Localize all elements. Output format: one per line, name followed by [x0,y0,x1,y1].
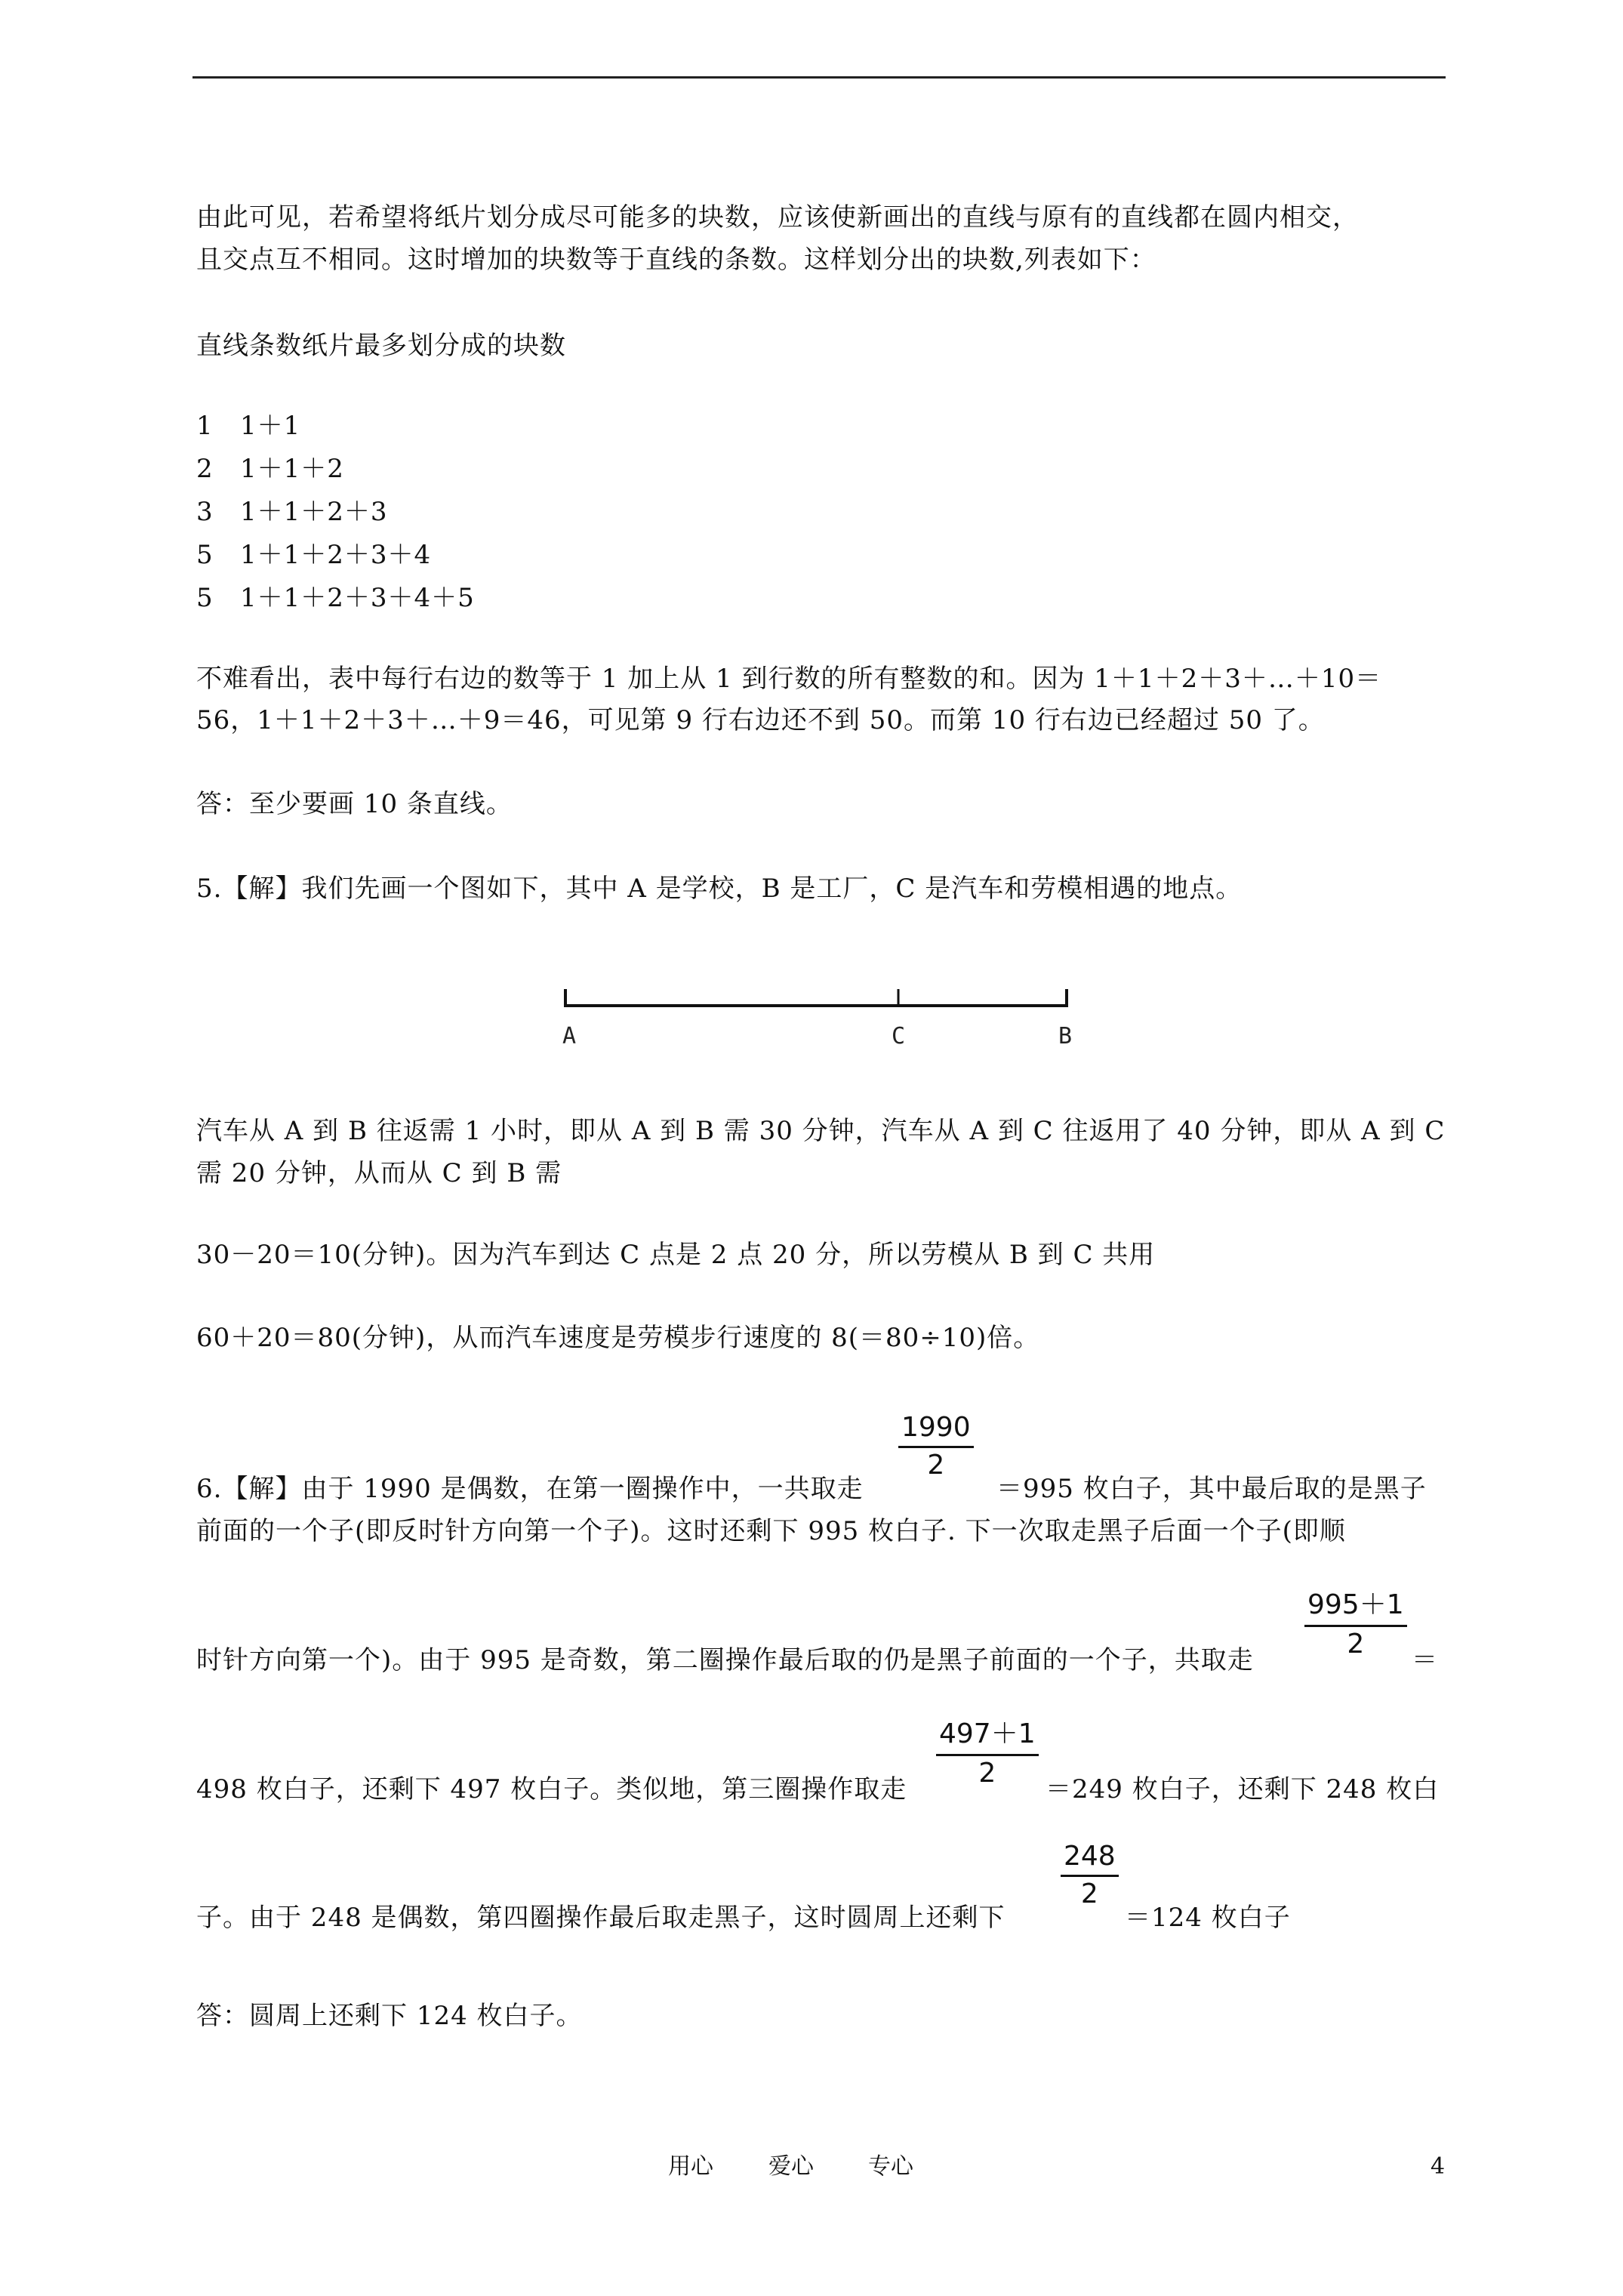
point-label-a: A [562,1023,577,1049]
table-cell-pieces: 1＋1＋2 [240,454,344,484]
table-cell-lines: 2 [196,454,214,484]
fraction-1990-over-2 [898,1412,974,1481]
paragraph-line: 56，1＋1＋2＋3＋…＋9＝46，可见第 9 行右边还不到 50。而第 10 行右边已经超过 50 了。 [196,705,1325,735]
paragraph-line: 498 枚白子，还剩下 497 枚白子。类似地，第三圈操作取走 [196,1774,907,1804]
paragraph-line: 前面的一个子(即反时针方向第一个子)。这时还剩下 995 枚白子. 下一次取走黑子后面一个子(即顺 [196,1516,1346,1546]
answer-line: 答：至少要画 10 条直线。 [196,789,513,819]
footer-motto: 用心 [668,2153,713,2180]
segment-diagram [562,966,1076,1065]
fraction-numerator: 995＋1 [1304,1583,1407,1627]
paragraph-line: ＝124 枚白子 [1125,1903,1291,1933]
table-row [196,452,344,485]
table-cell-lines: 5 [196,540,214,570]
table-cell-pieces: 1＋1 [240,411,301,441]
footer-motto: 专心 [868,2153,913,2180]
table-row [196,495,388,529]
paragraph-line: 子。由于 248 是偶数，第四圈操作最后取走黑子，这时圆周上还剩下 [196,1903,1006,1933]
paragraph-line: ＝ [1412,1645,1438,1675]
paragraph-line: 汽车从 A 到 B 往返需 1 小时，即从 A 到 B 需 30 分钟，汽车从 A 到 C 往返用了 40 分钟，即从 A 到 C [196,1116,1446,1146]
point-label-c: C [892,1023,906,1049]
point-label-b: B [1058,1023,1073,1049]
fraction-248-over-2 [1061,1841,1119,1909]
table-cell-lines: 3 [196,497,214,527]
paragraph-line: 需 20 分钟，从而从 C 到 B 需 [196,1158,562,1188]
header-rule [192,76,1446,79]
paragraph-line: 由此可见，若希望将纸片划分成尽可能多的块数，应该使新画出的直线与原有的直线都在圆内相交， [196,202,1359,233]
table-row [196,538,431,572]
paragraph-line: 时针方向第一个)。由于 995 是奇数，第二圈操作最后取的仍是黑子前面的一个子，共取走 [196,1645,1254,1675]
fraction-numerator: 248 [1061,1841,1119,1877]
paragraph-line: 且交点互不相同。这时增加的块数等于直线的条数。这样划分出的块数,列表如下： [196,245,1156,275]
table-cell-pieces: 1＋1＋2＋3＋4＋5 [240,583,475,613]
paragraph-line: ＝995 枚白子，其中最后取的是黑子 [996,1474,1427,1504]
paragraph-line: 30－20＝10(分钟)。因为汽车到达 C 点是 2 点 20 分，所以劳模从 B 到 C 共用 [196,1240,1156,1270]
table-cell-lines: 1 [196,411,214,441]
page-number: 4 [1431,2153,1446,2180]
paragraph-line: 6.【解】由于 1990 是偶数，在第一圈操作中，一共取走 [196,1474,864,1504]
fraction-denominator: 2 [978,1758,996,1789]
fraction-denominator: 2 [927,1450,945,1481]
fraction-995plus1-over-2 [1304,1583,1407,1660]
fraction-denominator: 2 [1080,1878,1098,1909]
table-row [196,581,475,615]
fraction-denominator: 2 [1347,1629,1365,1660]
paragraph-line: 60＋20＝80(分钟)，从而汽车速度是劳模步行速度的 8(＝80÷10)倍。 [196,1323,1040,1353]
fraction-numerator: 497＋1 [936,1712,1039,1756]
fraction-numerator: 1990 [898,1412,974,1448]
answer-line: 答：圆周上还剩下 124 枚白子。 [196,2001,583,2031]
problem-5-intro: 5.【解】我们先画一个图如下，其中 A 是学校，B 是工厂，C 是汽车和劳模相遇的地点。 [196,874,1243,904]
table-cell-pieces: 1＋1＋2＋3 [240,497,388,527]
footer-motto: 爱心 [768,2153,814,2180]
table-cell-pieces: 1＋1＋2＋3＋4 [240,540,432,570]
paragraph-line: ＝249 枚白子，还剩下 248 枚白 [1046,1774,1440,1804]
paragraph-line: 不难看出，表中每行右边的数等于 1 加上从 1 到行数的所有整数的和。因为 1＋1＋2＋3＋…＋10＝ [196,664,1382,694]
fraction-497plus1-over-2 [936,1712,1039,1789]
table-cell-lines: 5 [196,583,214,613]
table-row [196,409,300,442]
table-header: 直线条数纸片最多划分成的块数 [196,331,566,361]
